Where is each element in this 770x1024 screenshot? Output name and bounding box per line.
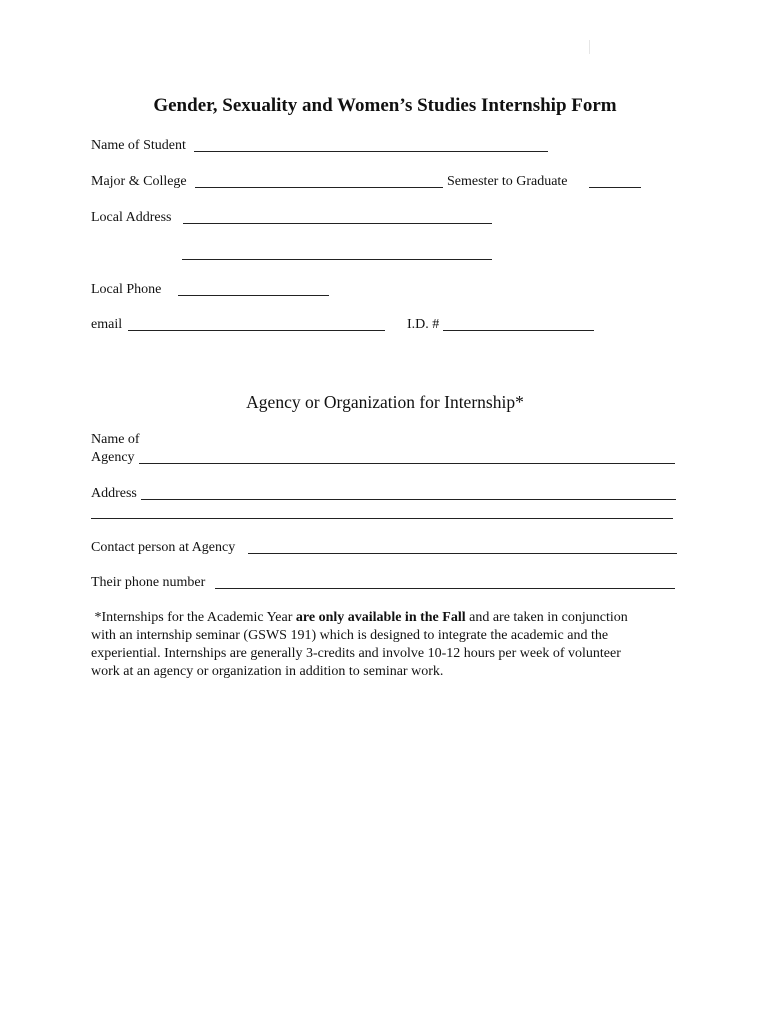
- local-phone-label: Local Phone: [91, 282, 162, 297]
- local-address-label: Local Address: [91, 210, 172, 225]
- agency-name-label-line2: Agency: [91, 450, 135, 465]
- agency-phone-label: Their phone number: [91, 575, 206, 590]
- email-label: email: [91, 317, 123, 332]
- major-field[interactable]: [195, 187, 443, 188]
- note-line-1-end: and are taken in conjunction: [465, 610, 628, 625]
- agency-name-label-line1: Name of: [91, 432, 140, 447]
- note-line-3: experiential. Internships are generally 3-credits and involve 10-12 hours per week of volunteer: [91, 646, 621, 661]
- local-phone-field[interactable]: [178, 295, 329, 296]
- student-name-label: Name of Student: [91, 138, 186, 153]
- semester-label: Semester to Graduate: [447, 174, 568, 189]
- note-line-2: with an internship seminar (GSWS 191) which is designed to integrate the academic and the: [91, 628, 609, 643]
- id-field[interactable]: [443, 330, 594, 331]
- local-address-field-2[interactable]: [182, 259, 492, 260]
- scan-mark: [589, 40, 590, 54]
- email-field[interactable]: [128, 330, 385, 331]
- agency-section-heading: Agency or Organization for Internship*: [246, 392, 524, 412]
- agency-phone-field[interactable]: [215, 588, 675, 589]
- agency-address-label: Address: [91, 486, 137, 501]
- id-label: I.D. #: [407, 317, 440, 332]
- major-label: Major & College: [91, 174, 187, 189]
- internship-note: [91, 609, 691, 681]
- note-line-4: work at an agency or organization in addition to seminar work.: [91, 664, 444, 679]
- contact-person-field[interactable]: [248, 553, 677, 554]
- student-name-field[interactable]: [194, 151, 548, 152]
- note-line-1-bold: are only available in the Fall: [295, 610, 466, 625]
- agency-address-field-1[interactable]: [141, 499, 676, 500]
- agency-name-field[interactable]: [139, 463, 675, 464]
- agency-address-field-2[interactable]: [91, 518, 673, 519]
- local-address-field-1[interactable]: [183, 223, 492, 224]
- note-line-1: [91, 609, 691, 627]
- form-title: Gender, Sexuality and Women’s Studies Internship Form: [153, 95, 617, 116]
- note-line-1-start: *Internships for the Academic Year: [94, 610, 296, 625]
- semester-field[interactable]: [589, 187, 641, 188]
- contact-person-label: Contact person at Agency: [91, 540, 236, 555]
